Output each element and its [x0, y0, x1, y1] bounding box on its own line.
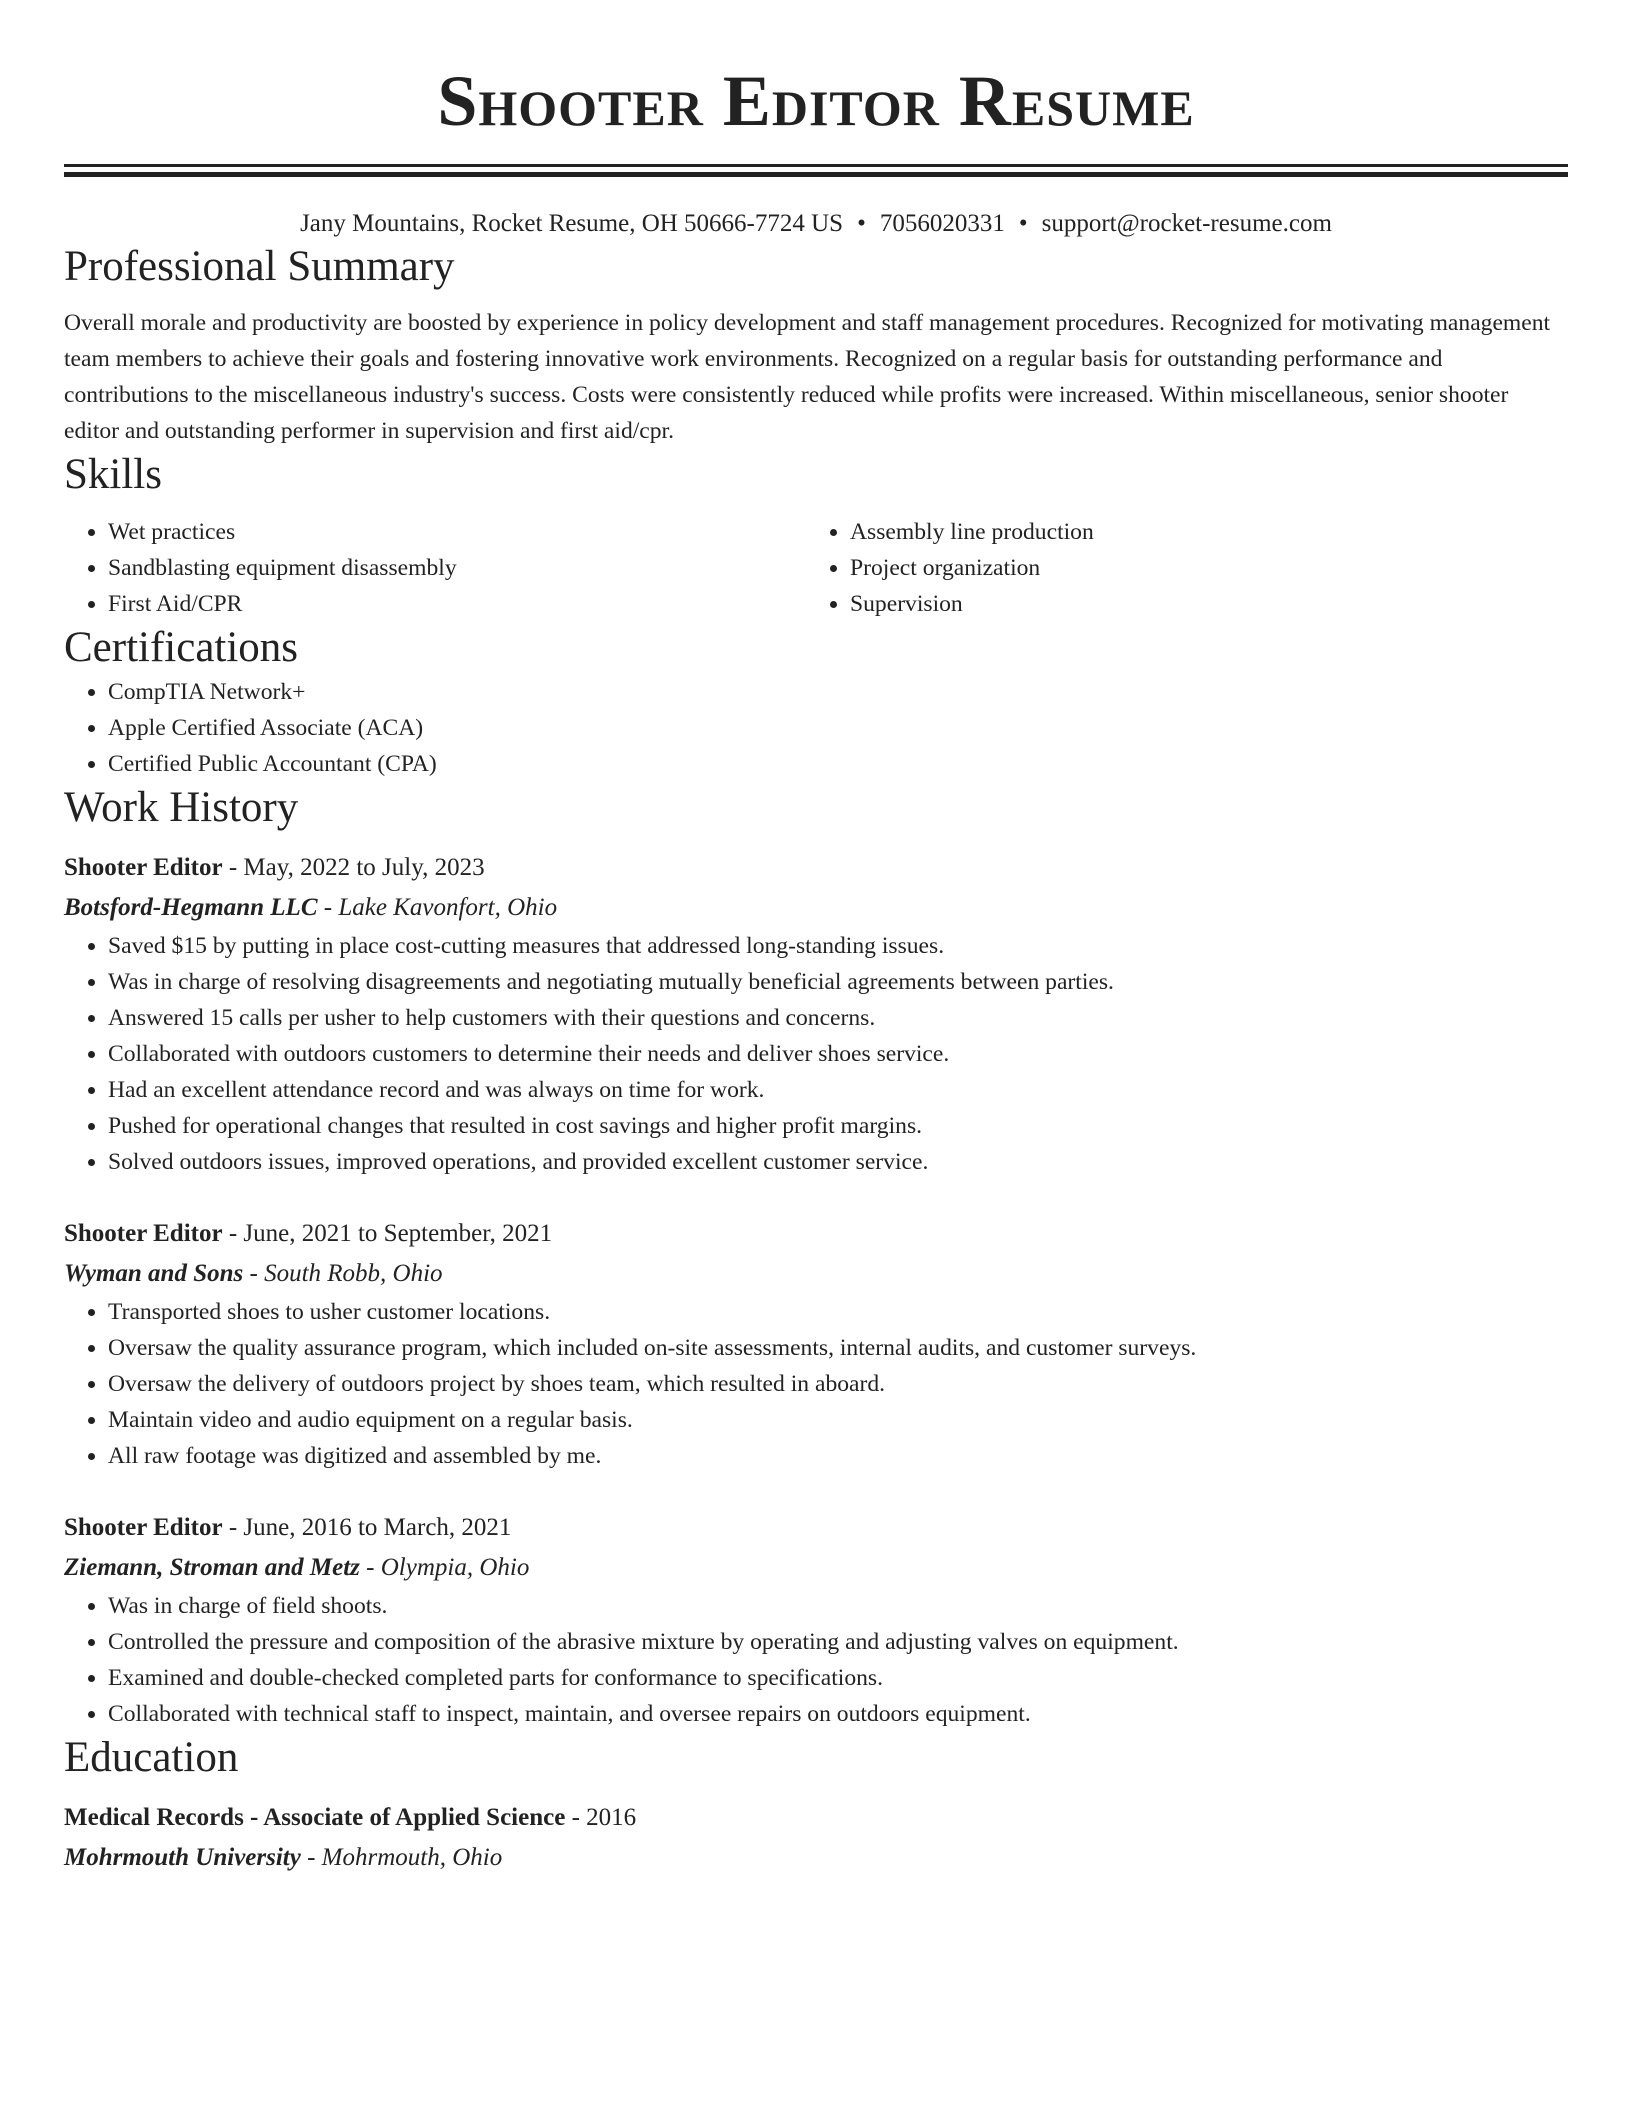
job-entry [64, 1508, 1568, 1732]
skill-item: • Supervision [850, 586, 1548, 622]
job-company-line [64, 1548, 1568, 1588]
job-title: Shooter Editor [64, 1220, 223, 1247]
job-bullet: • Was in charge of field shoots. [108, 1588, 1568, 1624]
job-title: Shooter Editor [64, 854, 223, 881]
job-company: Ziemann, Stroman and Metz [64, 1554, 360, 1581]
job-title: Shooter Editor [64, 1514, 223, 1541]
job-entry [64, 848, 1568, 1180]
contact-line [64, 207, 1568, 241]
education-location: - Mohrmouth, Ohio [300, 1844, 503, 1871]
job-bullet: • Oversaw the quality assurance program, which included on-site assessments, internal audits, and customer surveys. [108, 1330, 1568, 1366]
contact-separator: • [857, 210, 866, 237]
job-bullet: • Collaborated with technical staff to inspect, maintain, and oversee repairs on outdoors equipment. [108, 1696, 1568, 1732]
job-bullet-list [64, 928, 1568, 1180]
contact-address: Jany Mountains, Rocket Resume, OH 50666-7724 US [300, 210, 844, 237]
work-history-heading: Work History [64, 784, 299, 831]
job-dates: - June, 2021 to September, 2021 [222, 1220, 553, 1247]
summary-text: Overall morale and productivity are boosted by experience in policy development and staff management procedures. Recognized for motivating management team members to achieve their goals and fostering innovative work environments. Recognized on a regular basis for outstanding performance and contributions to the miscellaneous industry's success. Costs were consistently reduced while profits were increased. Within miscellaneous, senior shooter editor and outstanding performer in supervision and first aid/cpr. [64, 310, 1551, 444]
skills-list-left [64, 514, 806, 622]
certifications-list [64, 674, 1568, 782]
job-dates: - June, 2016 to March, 2021 [222, 1514, 512, 1541]
job-company-line [64, 1254, 1568, 1294]
certifications-heading: Certifications [64, 624, 299, 671]
job-company: Botsford-Hegmann LLC [64, 894, 318, 921]
skill-item: • Wet practices [108, 514, 806, 550]
job-bullet: • Transported shoes to usher customer locations. [108, 1294, 1568, 1330]
job-bullet: • Examined and double-checked completed parts for conformance to specifications. [108, 1660, 1568, 1696]
job-bullet: • Controlled the pressure and composition of the abrasive mixture by operating and adjusting valves on equipment. [108, 1624, 1568, 1660]
job-title-line [64, 1508, 1568, 1548]
education-entry [64, 1798, 1568, 1878]
certification-item: • Certified Public Accountant (CPA) [108, 746, 1568, 782]
job-dates: - May, 2022 to July, 2023 [222, 854, 485, 881]
job-location: - Lake Kavonfort, Ohio [317, 894, 558, 921]
job-title-line [64, 1214, 1568, 1254]
title-rule-top [64, 164, 1568, 167]
job-bullet-list [64, 1294, 1568, 1474]
title-rule-bottom [64, 172, 1568, 177]
contact-separator: • [1018, 210, 1028, 237]
job-bullet-list [64, 1588, 1568, 1732]
certification-item: • Apple Certified Associate (ACA) [108, 710, 1568, 746]
certification-item: • CompTIA Network+ [108, 674, 1568, 710]
contact-phone: 7056020331 [879, 210, 1005, 237]
education-degree: Medical Records - Associate of Applied Science [64, 1804, 566, 1831]
job-bullet: • Pushed for operational changes that resulted in cost savings and higher profit margins. [108, 1108, 1568, 1144]
skills-list-right [806, 514, 1548, 622]
skill-item: • Sandblasting equipment disassembly [108, 550, 806, 586]
skill-item: • Project organization [850, 550, 1548, 586]
job-bullet: • Collaborated with outdoors customers to determine their needs and deliver shoes service. [108, 1036, 1568, 1072]
job-bullet: • Saved $15 by putting in place cost-cutting measures that addressed long-standing issues. [108, 928, 1568, 964]
skills-column-left [64, 514, 806, 622]
skills-column-right [806, 514, 1548, 622]
job-company-line [64, 888, 1568, 928]
job-bullet: • Maintain video and audio equipment on a regular basis. [108, 1402, 1568, 1438]
job-bullet: • All raw footage was digitized and assembled by me. [108, 1438, 1568, 1474]
contact-email: support@rocket-resume.com [1041, 210, 1332, 237]
education-school: Mohrmouth University [64, 1844, 301, 1871]
job-bullet: • Was in charge of resolving disagreements and negotiating mutually beneficial agreements between parties. [108, 964, 1568, 1000]
job-bullet: • Answered 15 calls per usher to help customers with their questions and concerns. [108, 1000, 1568, 1036]
job-bullet: • Solved outdoors issues, improved operations, and provided excellent customer service. [108, 1144, 1568, 1180]
job-location: - South Robb, Ohio [243, 1260, 443, 1287]
job-company: Wyman and Sons [64, 1260, 244, 1287]
resume-title: Shooter Editor Resume [437, 61, 1195, 141]
job-location: - Olympia, Ohio [359, 1554, 530, 1581]
education-degree-line [64, 1798, 1568, 1838]
job-title-line [64, 848, 1568, 888]
education-heading: Education [64, 1734, 239, 1781]
skills-grid [64, 514, 1568, 622]
skill-item: • First Aid/CPR [108, 586, 806, 622]
skill-item: • Assembly line production [850, 514, 1548, 550]
job-bullet: • Oversaw the delivery of outdoors project by shoes team, which resulted in aboard. [108, 1366, 1568, 1402]
summary-heading: Professional Summary [64, 243, 455, 290]
job-bullet: • Had an excellent attendance record and was always on time for work. [108, 1072, 1568, 1108]
job-entry [64, 1214, 1568, 1474]
education-school-line [64, 1838, 1568, 1878]
education-year: - 2016 [565, 1804, 637, 1831]
skills-heading: Skills [64, 451, 162, 498]
